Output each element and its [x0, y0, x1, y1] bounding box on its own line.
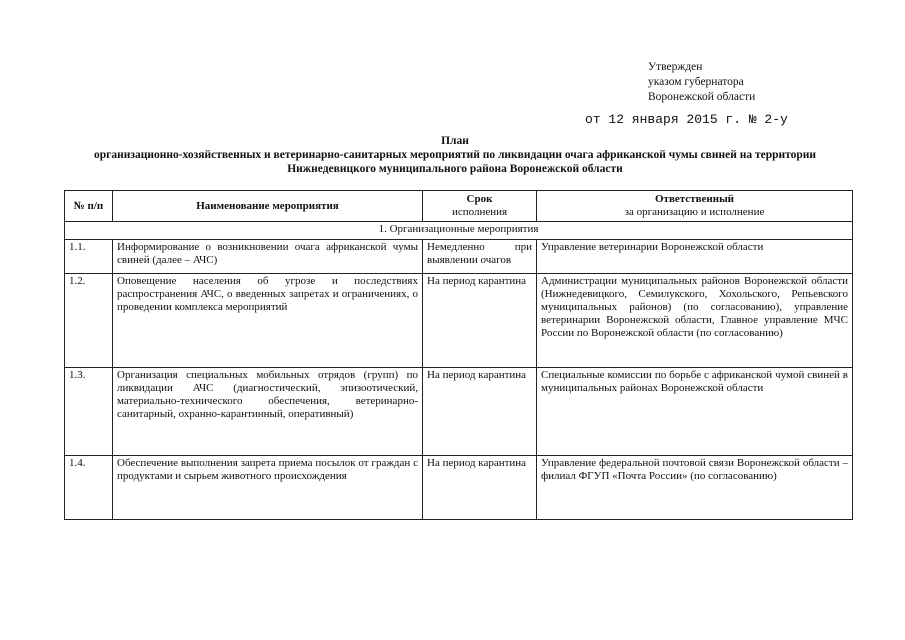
table-row: [65, 368, 853, 456]
row-activity: Информирование о возникновении очага африканской чумы свиней (далее – АЧС): [113, 240, 423, 274]
table-row: [65, 274, 853, 368]
row-activity: Обеспечение выполнения запрета приема посылок от граждан с продуктами и сырьем животного происхождения: [113, 456, 423, 520]
approval-line: Утвержден: [648, 61, 703, 73]
table-row: [65, 240, 853, 274]
document-title: План: [441, 135, 469, 147]
row-number: 1.3.: [65, 368, 113, 456]
row-deadline: На период карантина: [423, 274, 537, 368]
decree-date-number: от 12 января 2015 г. № 2-у: [585, 112, 788, 127]
row-responsible: Управление ветеринарии Воронежской области: [537, 240, 853, 274]
document-subtitle: организационно-хозяйственных и ветеринарно-санитарных мероприятий по ликвидации очага африканской чумы свиней на территории Нижнедевицкого муниципального района Воронежской области: [93, 149, 817, 175]
row-deadline: На период карантина: [423, 368, 537, 456]
table-row: [65, 456, 853, 520]
row-deadline: На период карантина: [423, 456, 537, 520]
row-number: 1.4.: [65, 456, 113, 520]
document-header: [60, 134, 850, 176]
row-activity: Оповещение населения об угрозе и последствиях распространения АЧС, о введенных запретах и ограничениях, о проведении комплекса мероприятий: [113, 274, 423, 368]
row-number: 1.2.: [65, 274, 113, 368]
row-activity: Организация специальных мобильных отрядов (групп) по ликвидации АЧС (диагностический, эпизоотический, материально-технического обеспечения, ветеринарно-санитарный, охранно-карантинный, оперативный): [113, 368, 423, 456]
column-header-responsible: [537, 191, 853, 222]
plan-table: [64, 190, 853, 520]
row-responsible: Администрации муниципальных районов Воронежской области (Нижнедевицкого, Семилукского, Хохольского, Репьевского муниципальных районов) (по согласованию), управление ветеринарии Воронежской области, Главное управление МЧС России по Воронежской области (по согласованию): [537, 274, 853, 368]
approval-line: Воронежской области: [648, 91, 756, 103]
column-header-deadline-l1: Срок: [466, 193, 493, 205]
section-row: [65, 222, 853, 240]
column-header-responsible-l2: за организацию и исполнение: [624, 206, 765, 218]
column-header-responsible-l1: Ответственный: [654, 193, 735, 205]
row-number: 1.1.: [65, 240, 113, 274]
approval-line: указом губернатора: [648, 76, 744, 88]
approval-stamp: [648, 60, 755, 105]
column-header-deadline: [423, 191, 537, 222]
row-responsible: Специальные комиссии по борьбе с африканской чумой свиней в муниципальных районах Воронежской области: [537, 368, 853, 456]
row-responsible: Управление федеральной почтовой связи Воронежской области – филиал ФГУП «Почта России» (по согласованию): [537, 456, 853, 520]
column-header-number: № п/п: [65, 191, 113, 222]
section-title: 1. Организационные мероприятия: [65, 222, 853, 240]
column-header-deadline-l2: исполнения: [451, 206, 508, 218]
column-header-name: Наименование мероприятия: [113, 191, 423, 222]
row-deadline: Немедленно при выявлении очагов: [423, 240, 537, 274]
table-header-row: [65, 191, 853, 222]
